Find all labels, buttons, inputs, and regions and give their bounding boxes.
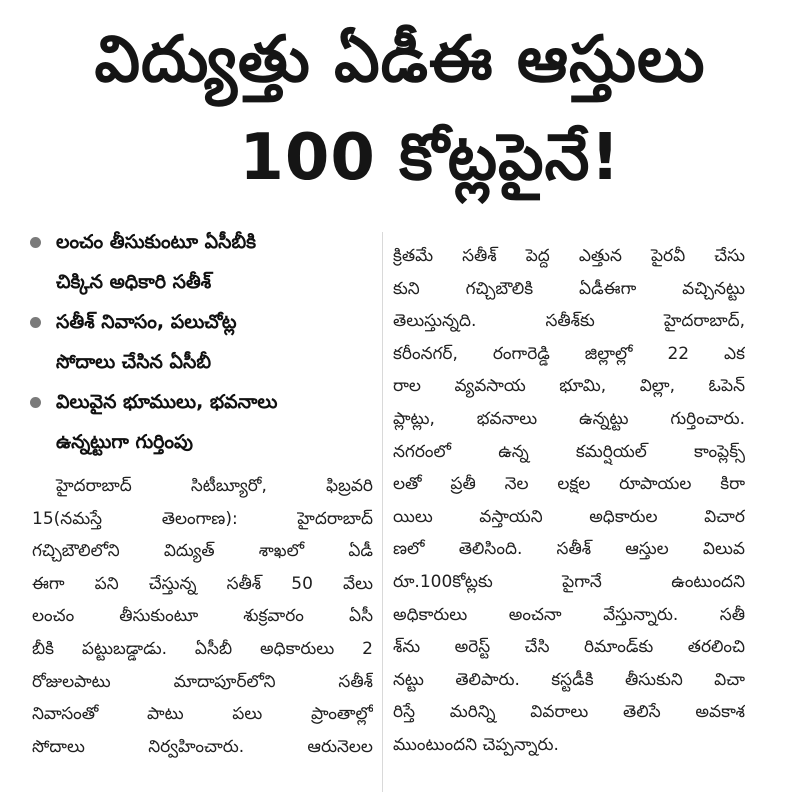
text-line: ఈగా పని చేస్తున్న సతీశ్ 50 వేలు <box>32 573 373 594</box>
headline-line-1: విద్యుత్తు ఏడీఈ ఆస్తులు <box>94 23 706 97</box>
text-line: రోజులపాటు మాదాపూర్‌లోని సతీశ్ <box>32 671 373 692</box>
right-column <box>393 240 745 762</box>
text-line: అధికారులు అంచనా వేస్తున్నారు. సతీ <box>393 604 745 625</box>
text-line: హైదరాబాద్ సిటీబ్యూరో, ఫిబ్రవరి <box>56 476 373 496</box>
bullet-dot-icon <box>30 397 41 408</box>
text-line: యిలు వస్తాయని అధికారుల విచార <box>393 506 745 527</box>
text-line: గచ్చిబౌలిలోని విద్యుత్ శాఖలో ఏడీ <box>32 541 373 562</box>
text-line: రాల వ్యవసాయ భూమి, విల్లా, ఓపెన్ <box>393 376 745 397</box>
bullet-dot-icon <box>30 317 41 328</box>
highlight-bullets <box>28 222 373 462</box>
bullet-point <box>28 382 373 462</box>
text-line: బీకి పట్టుబడ్డాడు. ఏసీబీ అధికారులు 2 <box>32 638 373 659</box>
text-line: కరీంనగర్, రంగారెడ్డి జిల్లాల్లో 22 ఎక <box>393 343 745 364</box>
bullet-text: సతీశ్ నివాసం, పలుచోట్ల <box>56 311 237 333</box>
text-line: ణలో తెలిసింది. సతీశ్ ఆస్తుల విలువ <box>393 539 745 560</box>
bullet-text: చిక్కిన అధికారి సతీశ్ <box>56 271 212 293</box>
left-column <box>28 222 373 763</box>
headline-line-2: 100 కోట్లపైనే! <box>239 121 621 195</box>
text-line: నివాసంతో పాటు పలు ప్రాంతాల్లో <box>32 704 373 725</box>
left-body-paragraph <box>28 470 373 763</box>
text-line: కుని గచ్చిబౌలికి ఏడీఈగా వచ్చినట్టు <box>393 278 745 299</box>
bullet-dot-icon <box>30 237 41 248</box>
bullet-text: విలువైన భూములు, భవనాలు <box>56 391 278 413</box>
text-line: సోదాలు నిర్వహించారు. ఆరునెలల <box>32 736 373 757</box>
text-line: లతో ప్రతీ నెల లక్షల రూపాయల కిరా <box>393 474 745 495</box>
text-line: నగరంలో ఉన్న కమర్షియల్ కాంప్లెక్స్ <box>393 441 745 462</box>
text-line: 15(నమస్తే తెలంగాణ): హైదరాబాద్ <box>32 508 373 529</box>
text-line: రిస్తే మరిన్ని వివరాలు తెలిసే అవకాశ <box>393 702 745 723</box>
bullet-point <box>28 302 373 382</box>
column-divider <box>382 232 383 792</box>
text-line: శ్‌ను అరెస్ట్ చేసి రిమాండ్‌కు తరలించి <box>393 637 745 658</box>
bullet-text: లంచం తీసుకుంటూ ఏసీబీకి <box>56 231 257 253</box>
right-body-paragraph <box>393 240 745 762</box>
text-line: క్రితమే సతీశ్ పెద్ద ఎత్తున పైరవీ చేసు <box>393 246 745 266</box>
text-line: రూ.100కోట్లకు పైగానే ఉంటుందని <box>393 571 745 592</box>
text-line: నట్టు తెలిపారు. కస్టడీకి తీసుకుని విచా <box>393 669 745 690</box>
bullet-point <box>28 222 373 302</box>
bullet-text: ఉన్నట్టుగా గుర్తింపు <box>56 431 194 453</box>
text-line: లంచం తీసుకుంటూ శుక్రవారం ఏసీ <box>32 606 373 627</box>
bullet-text: సోదాలు చేసిన ఏసీబీ <box>56 351 211 373</box>
text-line: తెలుస్తున్నది. సతీశ్‌కు హైదరాబాద్, <box>393 311 745 332</box>
text-line: ముంటుందని చెప్పన్నారు. <box>393 734 559 755</box>
text-line: ప్లాట్లు, భవనాలు ఉన్నట్టు గుర్తించారు. <box>393 408 745 429</box>
